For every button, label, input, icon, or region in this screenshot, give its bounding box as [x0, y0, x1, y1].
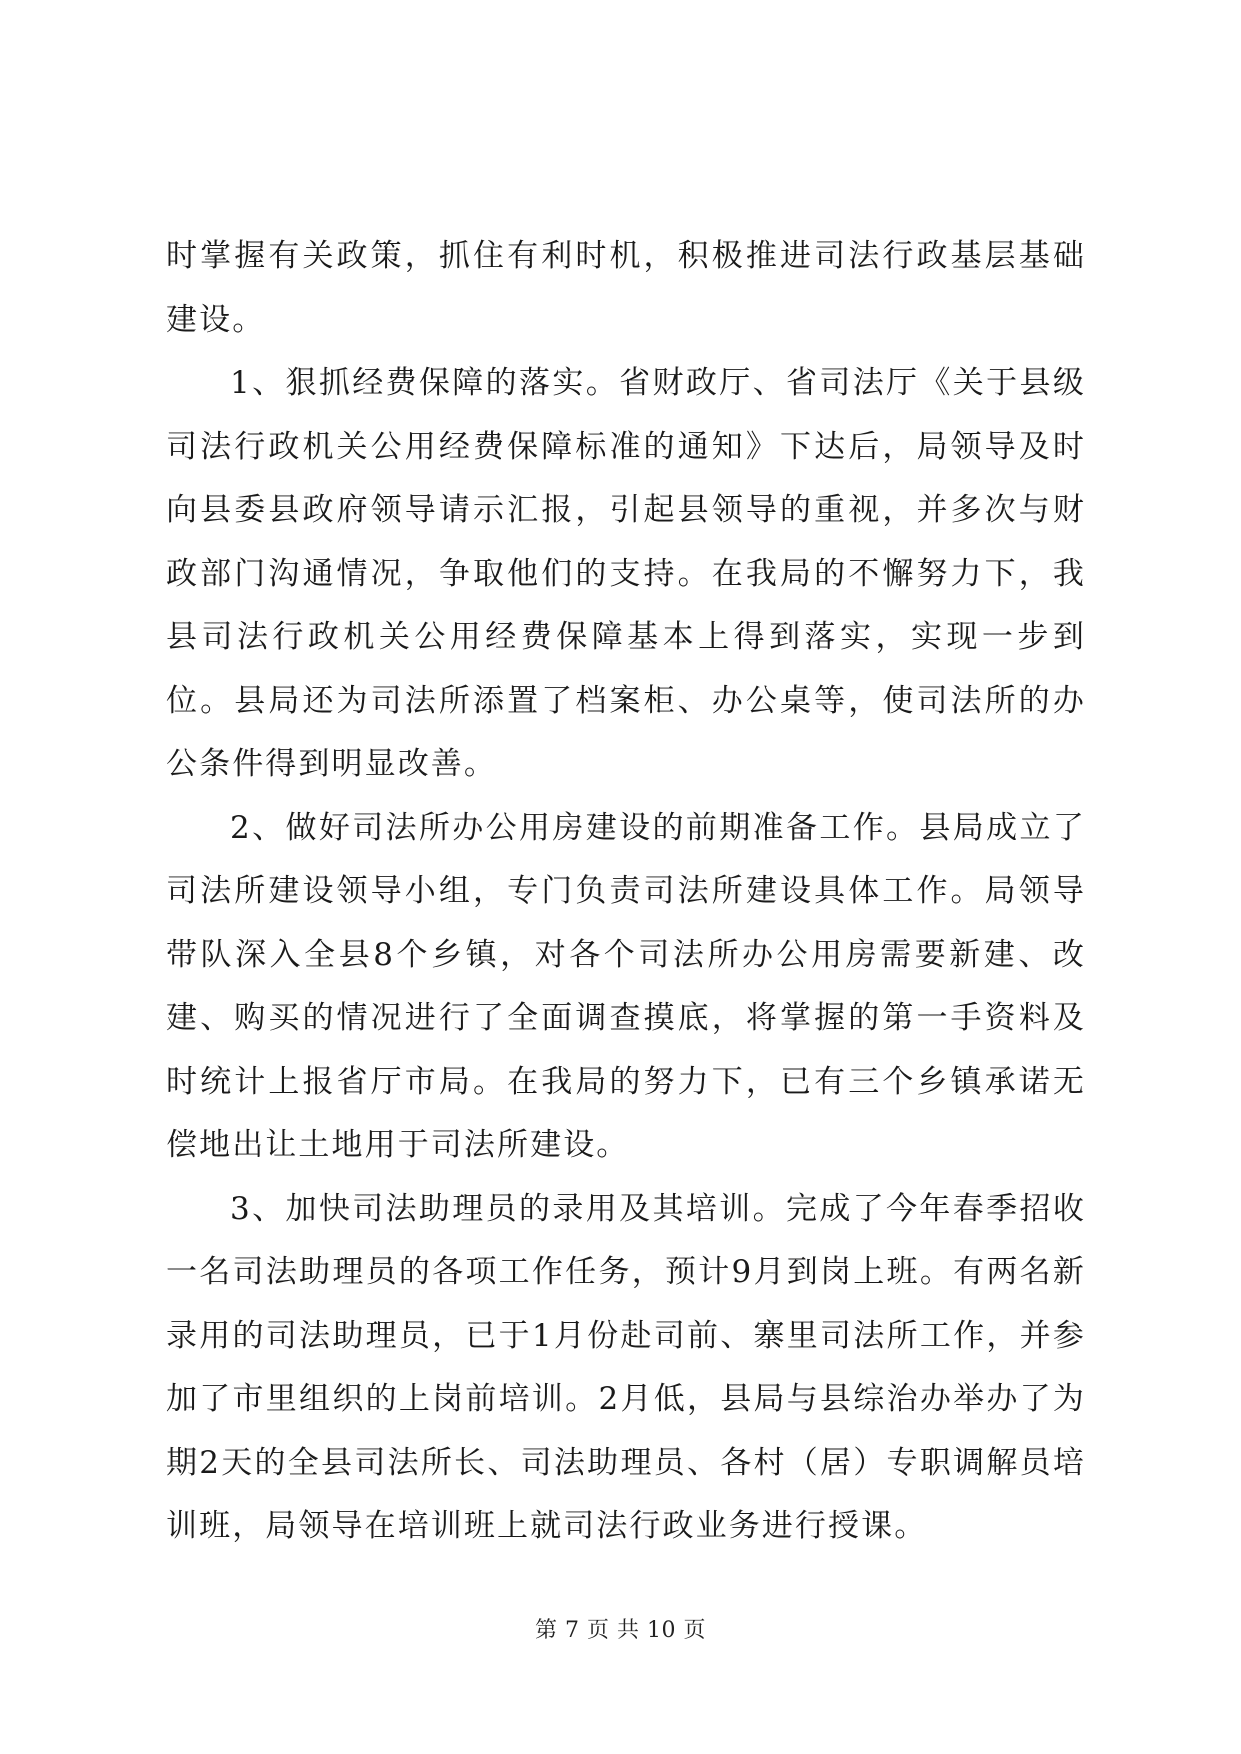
paragraph-item-3: 3、加快司法助理员的录用及其培训。完成了今年春季招收一名司法助理员的各项工作任务，预计9月到岗上班。有两名新录用的司法助理员，已于1月份赴司前、寨里司法所工作，并参加了市里组织的上岗前培训。2月低，县局与县综治办举办了为期2天的全县司法所长、司法助理员、各村（居）专职调解员培训班，局领导在培训班上就司法行政业务进行授课。 — [166, 1190, 1086, 1544]
document-body — [166, 225, 1086, 1559]
page-number-footer: 第 7 页 共 10 页 — [535, 1618, 706, 1643]
paragraph-item-2: 2、做好司法所办公用房建设的前期准备工作。县局成立了司法所建设领导小组，专门负责司法所建设具体工作。局领导带队深入全县8个乡镇，对各个司法所办公用房需要新建、改建、购买的情况进行了全面调查摸底，将掌握的第一手资料及时统计上报省厅市局。在我局的努力下，已有三个乡镇承诺无偿地出让土地用于司法所建设。 — [166, 809, 1086, 1163]
paragraph-item-1: 1、狠抓经费保障的落实。省财政厅、省司法厅《关于县级司法行政机关公用经费保障标准的通知》下达后，局领导及时向县委县政府领导请示汇报，引起县领导的重视，并多次与财政部门沟通情况，争取他们的支持。在我局的不懈努力下，我县司法行政机关公用经费保障基本上得到落实，实现一步到位。县局还为司法所添置了档案柜、办公桌等，使司法所的办公条件得到明显改善。 — [166, 365, 1086, 782]
paragraph-continuation: 时掌握有关政策，抓住有利时机，积极推进司法行政基层基础建设。 — [166, 238, 1086, 338]
